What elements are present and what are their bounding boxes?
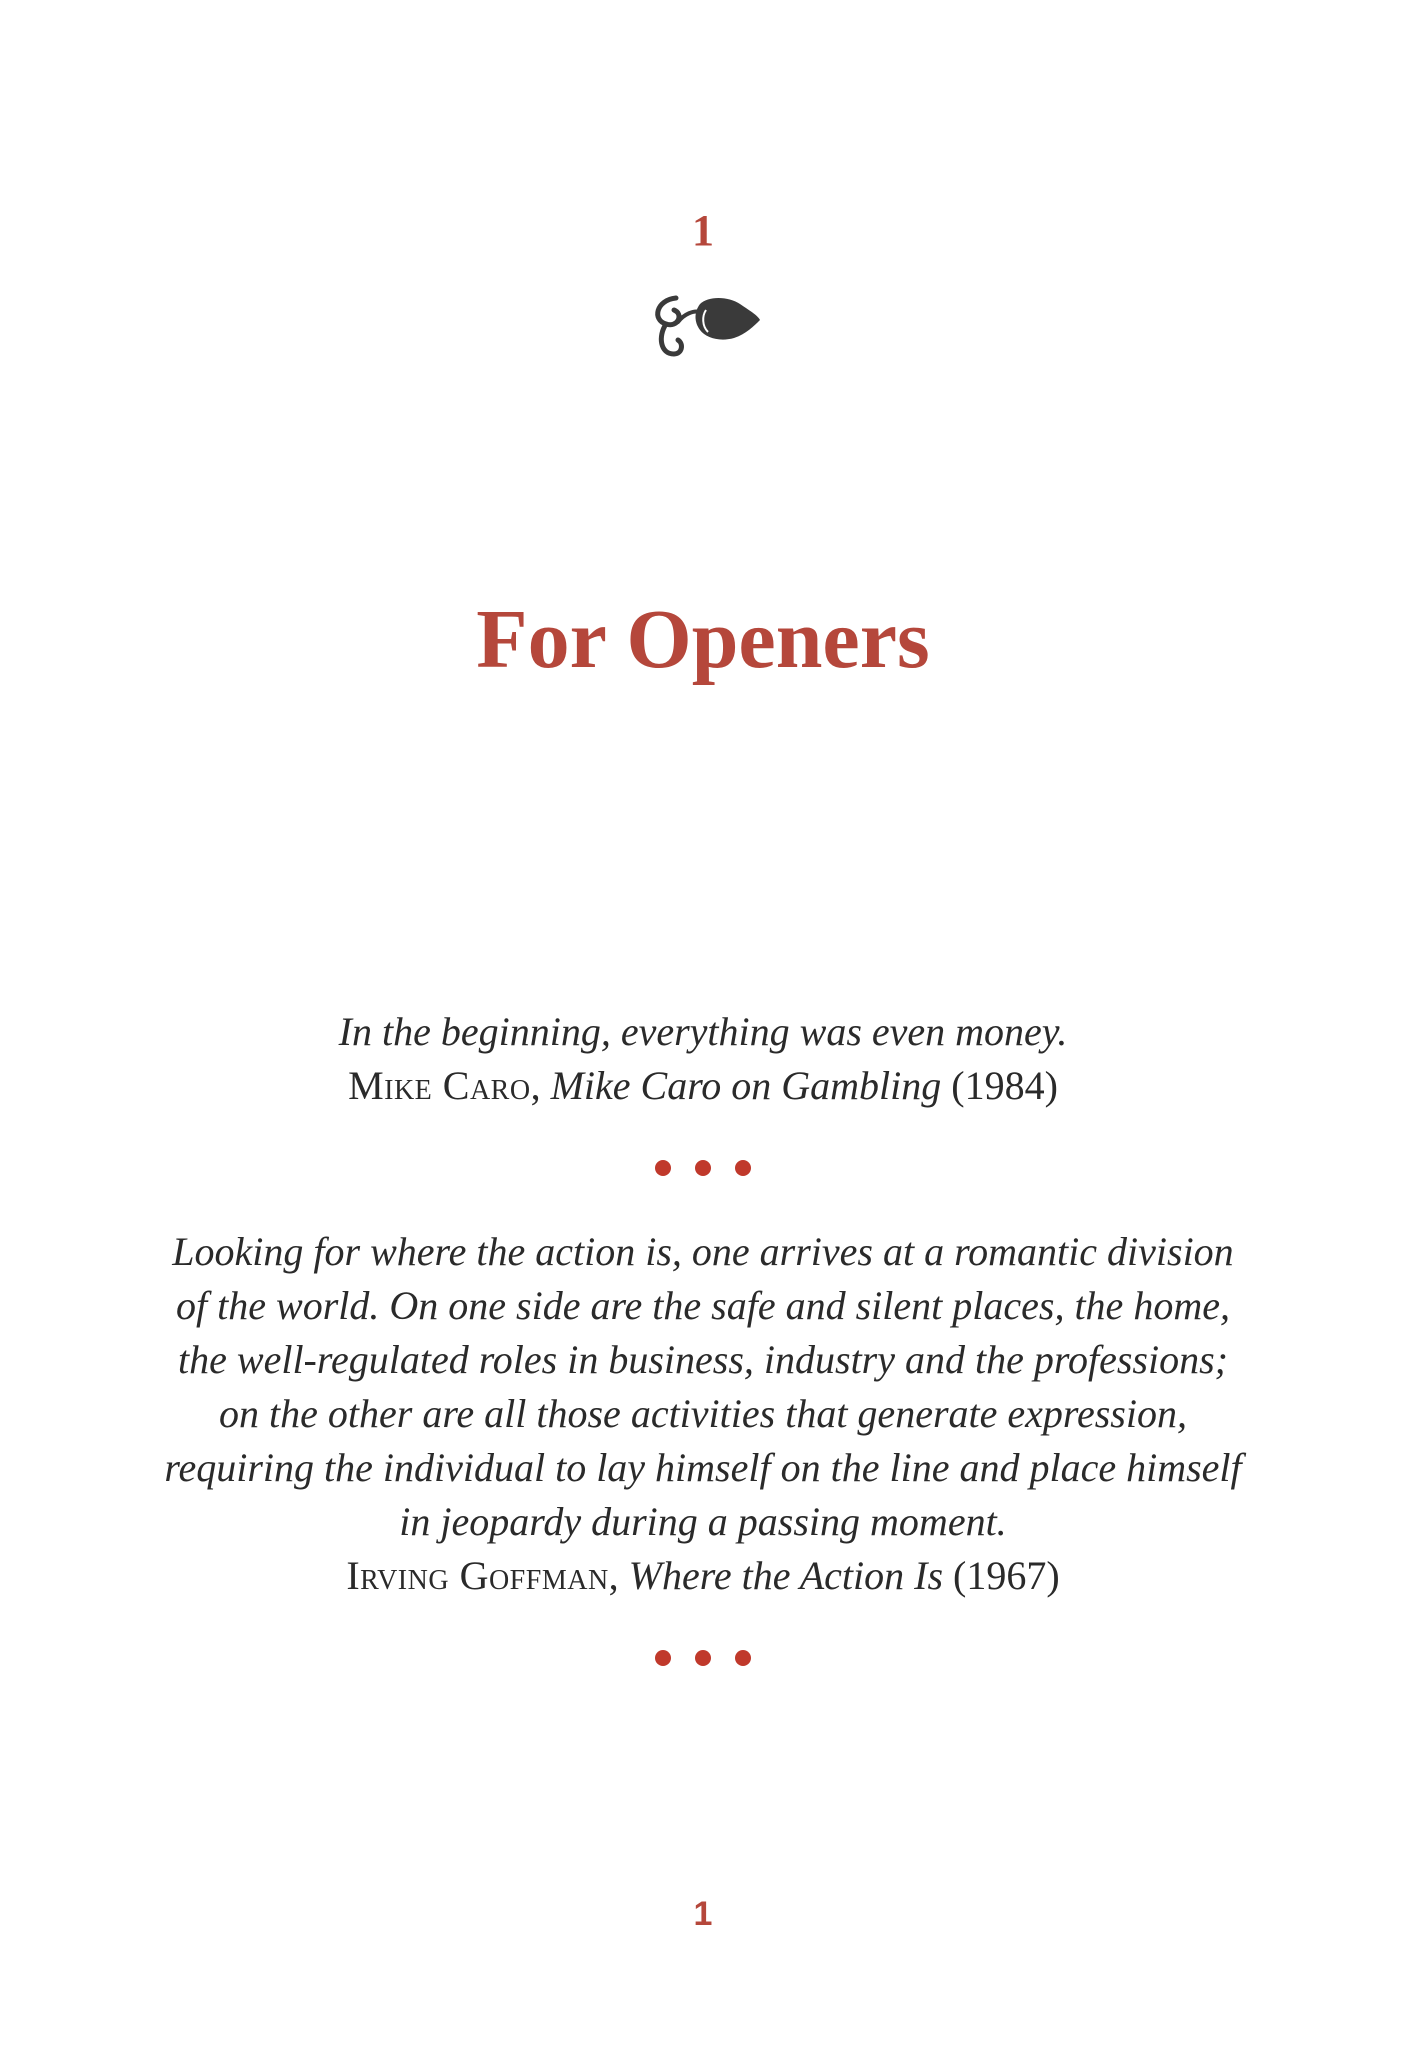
section-divider-dots xyxy=(0,1159,1406,1183)
divider-dot-icon xyxy=(735,1650,751,1666)
epigraph-work-title: Where the Action Is xyxy=(628,1553,944,1598)
epigraph-quote-line: in jeopardy during a passing moment. xyxy=(399,1499,1007,1544)
page-number: 1 xyxy=(693,1895,713,1933)
fleuron-ornament-icon xyxy=(648,282,764,366)
attribution-separator: , xyxy=(608,1553,619,1598)
epigraph-caro xyxy=(0,1005,1406,1113)
epigraph-quote-line: Looking for where the action is, one arrives at a romantic division xyxy=(172,1229,1234,1274)
epigraph-quote-line: requiring the individual to lay himself on the line and place himself xyxy=(164,1445,1242,1490)
epigraph-author: Mike Caro xyxy=(348,1063,531,1108)
epigraph-year: (1967) xyxy=(953,1553,1060,1598)
divider-dot-icon xyxy=(735,1160,751,1176)
epigraph-quote-line: In the beginning, everything was even money. xyxy=(338,1009,1068,1054)
divider-dot-icon xyxy=(695,1650,711,1666)
divider-dot-icon xyxy=(695,1160,711,1176)
epigraph-attribution xyxy=(0,1549,1406,1603)
section-divider-dots xyxy=(0,1649,1406,1673)
divider-dot-icon xyxy=(655,1650,671,1666)
chapter-number: 1 xyxy=(692,206,714,255)
divider-dot-icon xyxy=(655,1160,671,1176)
epigraph-goffman xyxy=(0,1225,1406,1603)
attribution-separator: , xyxy=(530,1063,541,1108)
epigraph-quote-line: on the other are all those activities that generate expression, xyxy=(219,1391,1187,1436)
epigraph-work-title: Mike Caro on Gambling xyxy=(550,1063,942,1108)
epigraph-quote-line: the well-regulated roles in business, industry and the professions; xyxy=(178,1337,1228,1382)
epigraph-attribution xyxy=(0,1059,1406,1113)
epigraph-quote-line: of the world. On one side are the safe and silent places, the home, xyxy=(176,1283,1230,1328)
epigraph-author: Irving Goffman xyxy=(346,1553,609,1598)
chapter-title: For Openers xyxy=(476,593,930,686)
epigraph-year: (1984) xyxy=(951,1063,1058,1108)
